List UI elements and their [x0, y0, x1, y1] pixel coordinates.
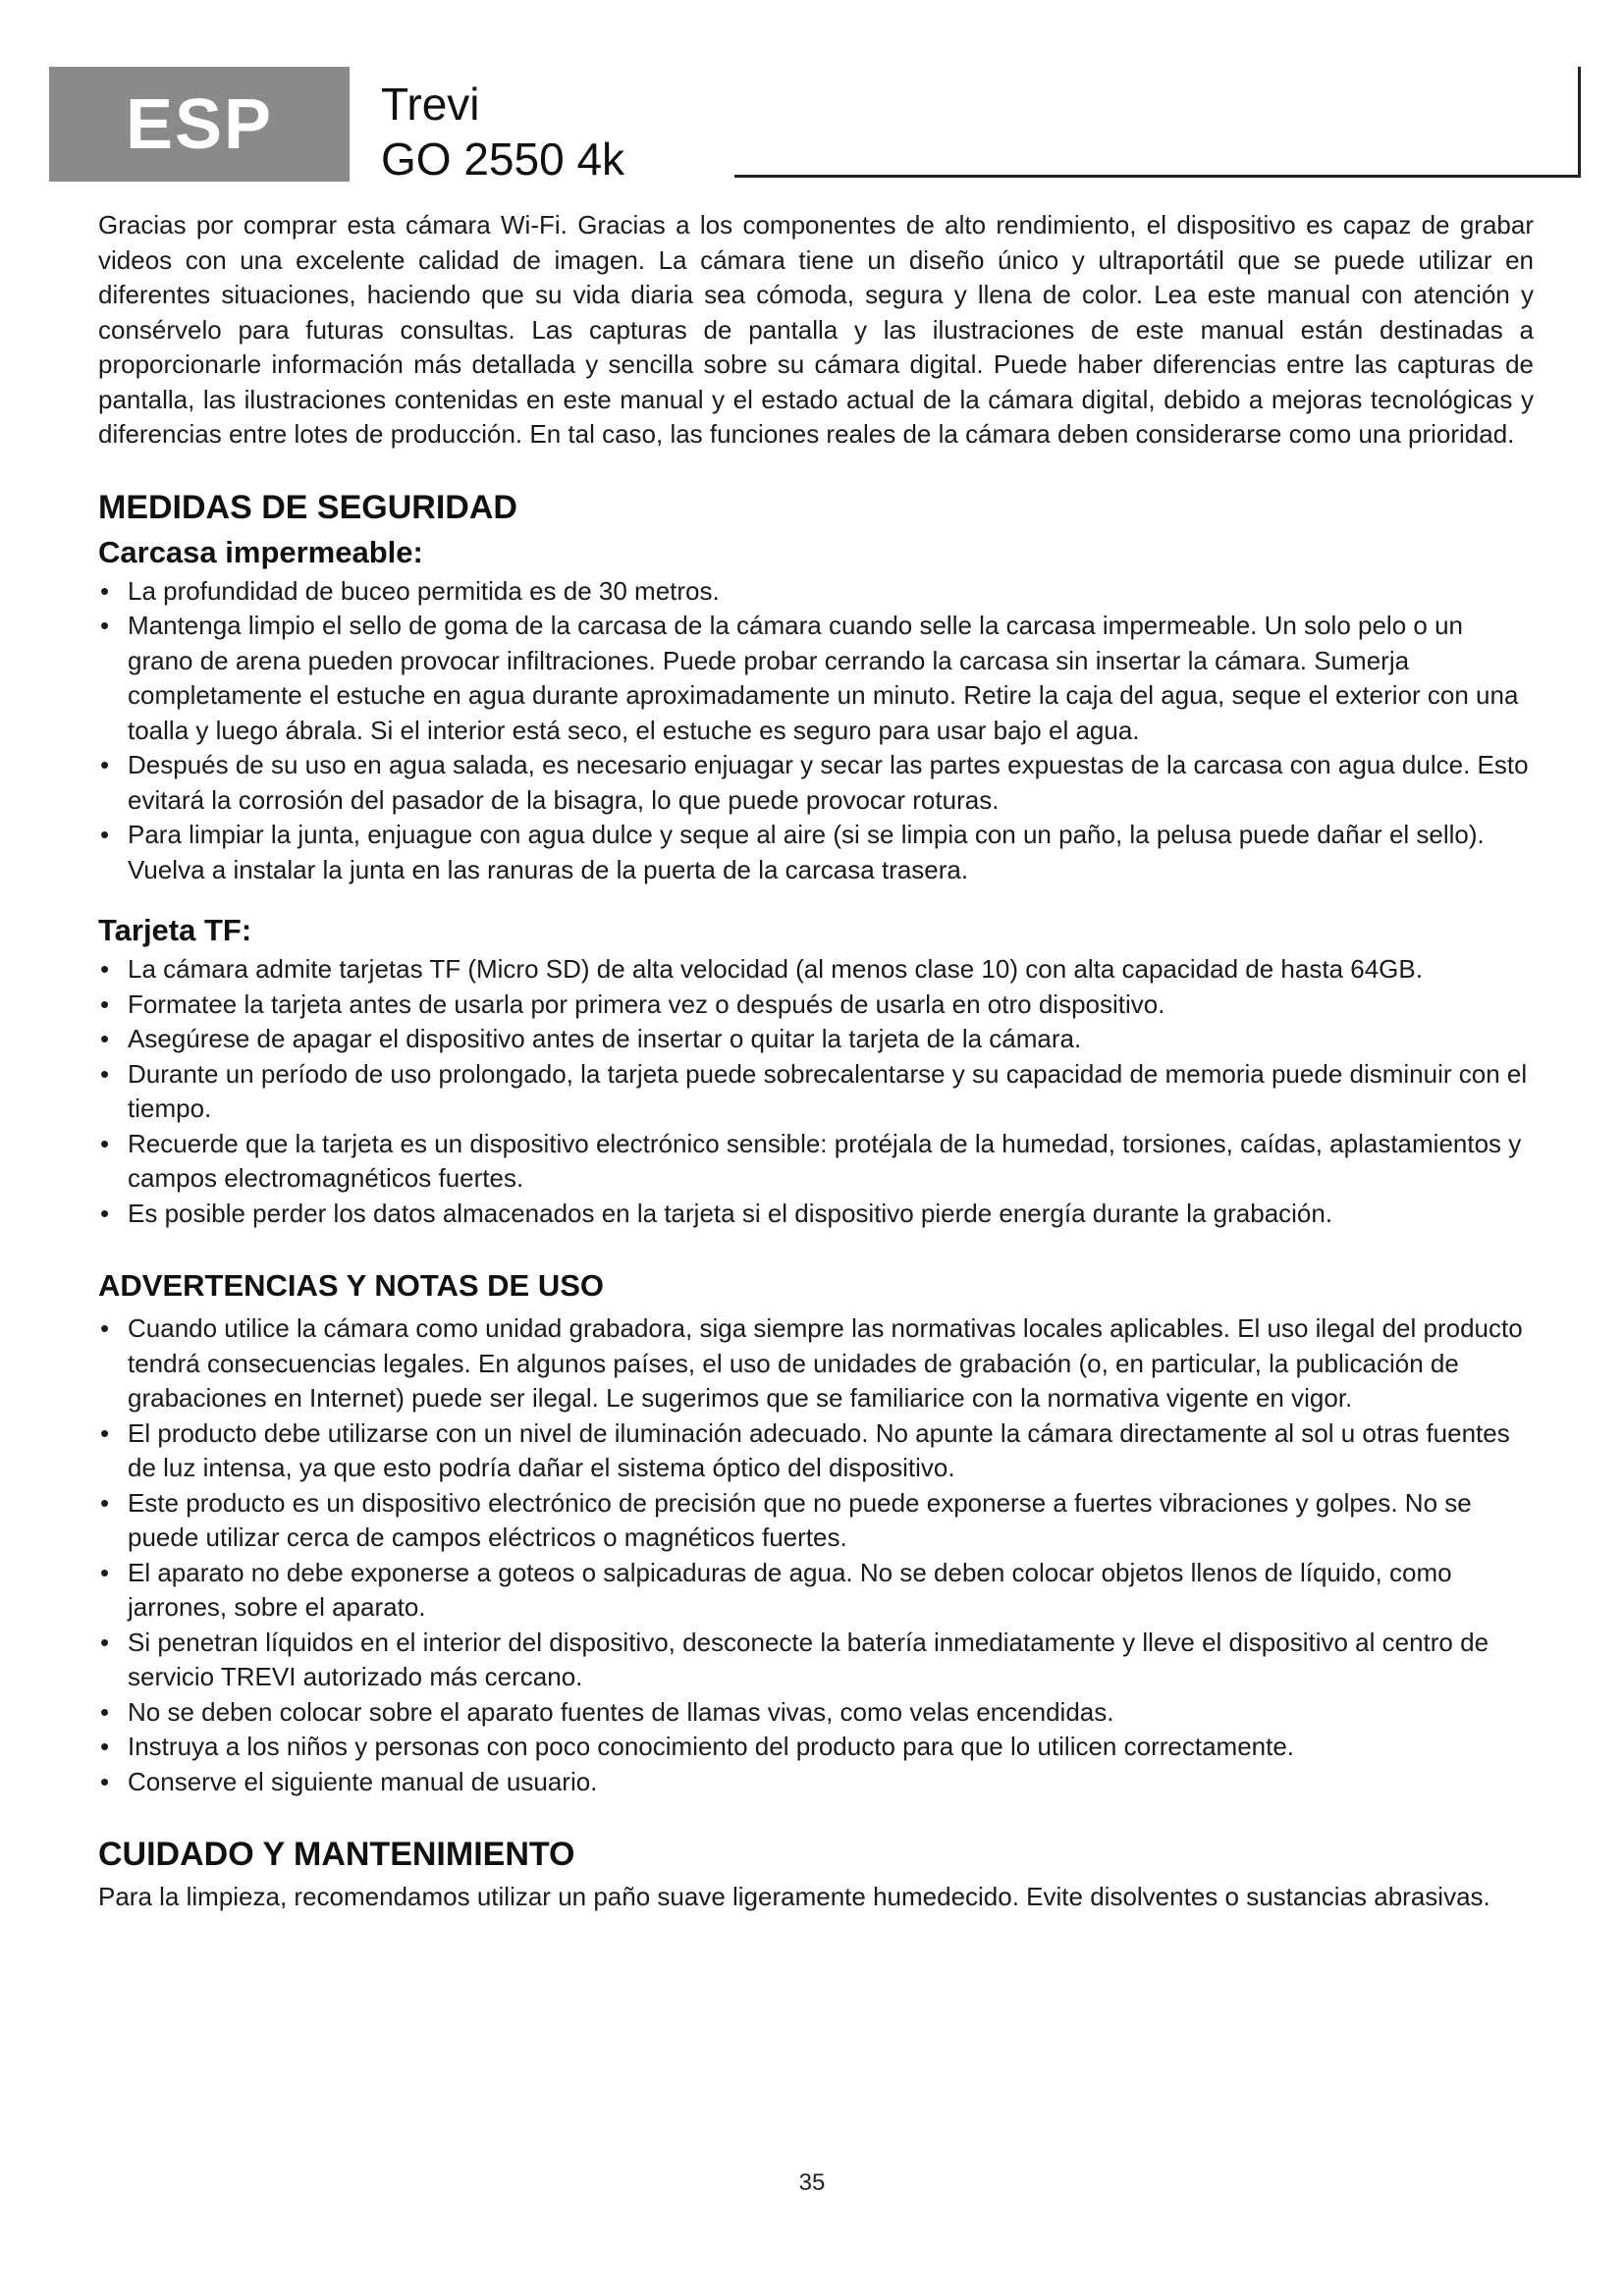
- header-divider: [734, 175, 1579, 178]
- intro-paragraph: Gracias por comprar esta cámara Wi-Fi. Gracias a los componentes de alto rendimiento, el dispositivo es capaz de grabar videos con una excelente calidad de imagen. La cámara tiene un diseño único y ultraportátil que se puede utilizar en diferentes situaciones, haciendo que su vida diaria sea cómoda, segura y llena de color. Lea este manual con atención y consérvelo para futuras consultas. Las capturas de pantalla y las ilustraciones de este manual están destinadas a proporcionarle información más detallada y sencilla sobre su cámara digital. Puede haber diferencias entre las capturas de pantalla, las ilustraciones contenidas en este manual y el estado actual de la cámara digital, debido a mejoras tecnológicas y diferencias entre lotes de producción. En tal caso, las funciones reales de la cámara deben considerarse como una prioridad.: [98, 210, 1534, 449]
- page-content: [98, 208, 1534, 1915]
- header-vertical-divider: [1578, 67, 1581, 178]
- housing-list: [98, 574, 1534, 888]
- warnings-list: [98, 1311, 1534, 1799]
- language-badge: ESP: [49, 67, 350, 182]
- safety-heading: MEDIDAS DE SEGURIDAD: [98, 488, 517, 526]
- list-item: • Asegúrese de apagar el dispositivo antes de insertar o quitar la tarjeta de la cámara.: [98, 1022, 1534, 1057]
- list-item: • Cuando utilice la cámara como unidad grabadora, siga siempre las normativas locales aplicables. El uso ilegal del producto tendrá consecuencias legales. En algunos países, el uso de unidades de grabación (o, en particular, la publicación de grabaciones en Internet) puede ser ilegal. Le sugerimos que se familiarice con la normativa vigente en vigor.: [98, 1311, 1534, 1416]
- list-item: • Después de su uso en agua salada, es necesario enjuagar y secar las partes expuestas de la carcasa con agua dulce. Esto evitará la corrosión del pasador de la bisagra, lo que puede provocar roturas.: [98, 748, 1534, 818]
- model-name: GO 2550 4k: [381, 133, 625, 185]
- list-item: • El aparato no debe exponerse a goteos o salpicaduras de agua. No se deben colocar objetos llenos de líquido, como jarrones, sobre el aparato.: [98, 1556, 1534, 1626]
- list-item: • No se deben colocar sobre el aparato fuentes de llamas vivas, como velas encendidas.: [98, 1695, 1534, 1731]
- list-item: • Instruya a los niños y personas con poco conocimiento del producto para que lo utilicen correctamente.: [98, 1730, 1534, 1765]
- list-item: • El producto debe utilizarse con un nivel de iluminación adecuado. No apunte la cámara directamente al sol u otras fuentes de luz intensa, ya que esto podría dañar el sistema óptico del dispositivo.: [98, 1416, 1534, 1486]
- card-subheading: Tarjeta TF:: [98, 913, 252, 947]
- list-item: • La cámara admite tarjetas TF (Micro SD) de alta velocidad (al menos clase 10) con alta capacidad de hasta 64GB.: [98, 952, 1534, 988]
- care-paragraph: Para la limpieza, recomendamos utilizar un paño suave ligeramente humedecido. Evite disolventes o sustancias abrasivas.: [98, 1882, 1490, 1911]
- warnings-heading: ADVERTENCIAS Y NOTAS DE USO: [98, 1268, 605, 1303]
- care-heading: CUIDADO Y MANTENIMIENTO: [98, 1836, 575, 1873]
- list-item: • Es posible perder los datos almacenados en la tarjeta si el dispositivo pierde energía durante la grabación.: [98, 1197, 1534, 1232]
- list-item: • Este producto es un dispositivo electrónico de precisión que no puede exponerse a fuertes vibraciones y golpes. No se puede utilizar cerca de campos eléctricos o magnéticos fuertes.: [98, 1486, 1534, 1556]
- housing-subheading: Carcasa impermeable:: [98, 534, 423, 569]
- list-item: • Si penetran líquidos en el interior del dispositivo, desconecte la batería inmediatamente y lleve el dispositivo al centro de servicio TREVI autorizado más cercano.: [98, 1626, 1534, 1695]
- list-item: • Conserve el siguiente manual de usuario.: [98, 1765, 1534, 1800]
- list-item: • Recuerde que la tarjeta es un dispositivo electrónico sensible: protéjala de la humedad, torsiones, caídas, aplastamientos y campos electromagnéticos fuertes.: [98, 1127, 1534, 1197]
- list-item: • Para limpiar la junta, enjuague con agua dulce y seque al aire (si se limpia con un paño, la pelusa puede dañar el sello). Vuelva a instalar la junta en las ranuras de la puerta de la carcasa trasera.: [98, 818, 1534, 887]
- list-item: • Mantenga limpio el sello de goma de la carcasa de la cámara cuando selle la carcasa impermeable. Un solo pelo o un grano de arena pueden provocar infiltraciones. Puede probar cerrando la carcasa sin insertar la cámara. Sumerja completamente el estuche en agua durante aproximadamente un minuto. Retire la caja del agua, seque el exterior con una toalla y luego ábrala. Si el interior está seco, el estuche es seguro para usar bajo el agua.: [98, 609, 1534, 748]
- brand-name: Trevi: [381, 79, 480, 130]
- page-number: 35: [798, 2169, 826, 2196]
- list-item: • La profundidad de buceo permitida es de 30 metros.: [98, 574, 1534, 610]
- list-item: • Formatee la tarjeta antes de usarla por primera vez o después de usarla en otro dispositivo.: [98, 988, 1534, 1023]
- card-list: [98, 952, 1534, 1231]
- list-item: • Durante un período de uso prolongado, la tarjeta puede sobrecalentarse y su capacidad de memoria puede disminuir con el tiempo.: [98, 1057, 1534, 1127]
